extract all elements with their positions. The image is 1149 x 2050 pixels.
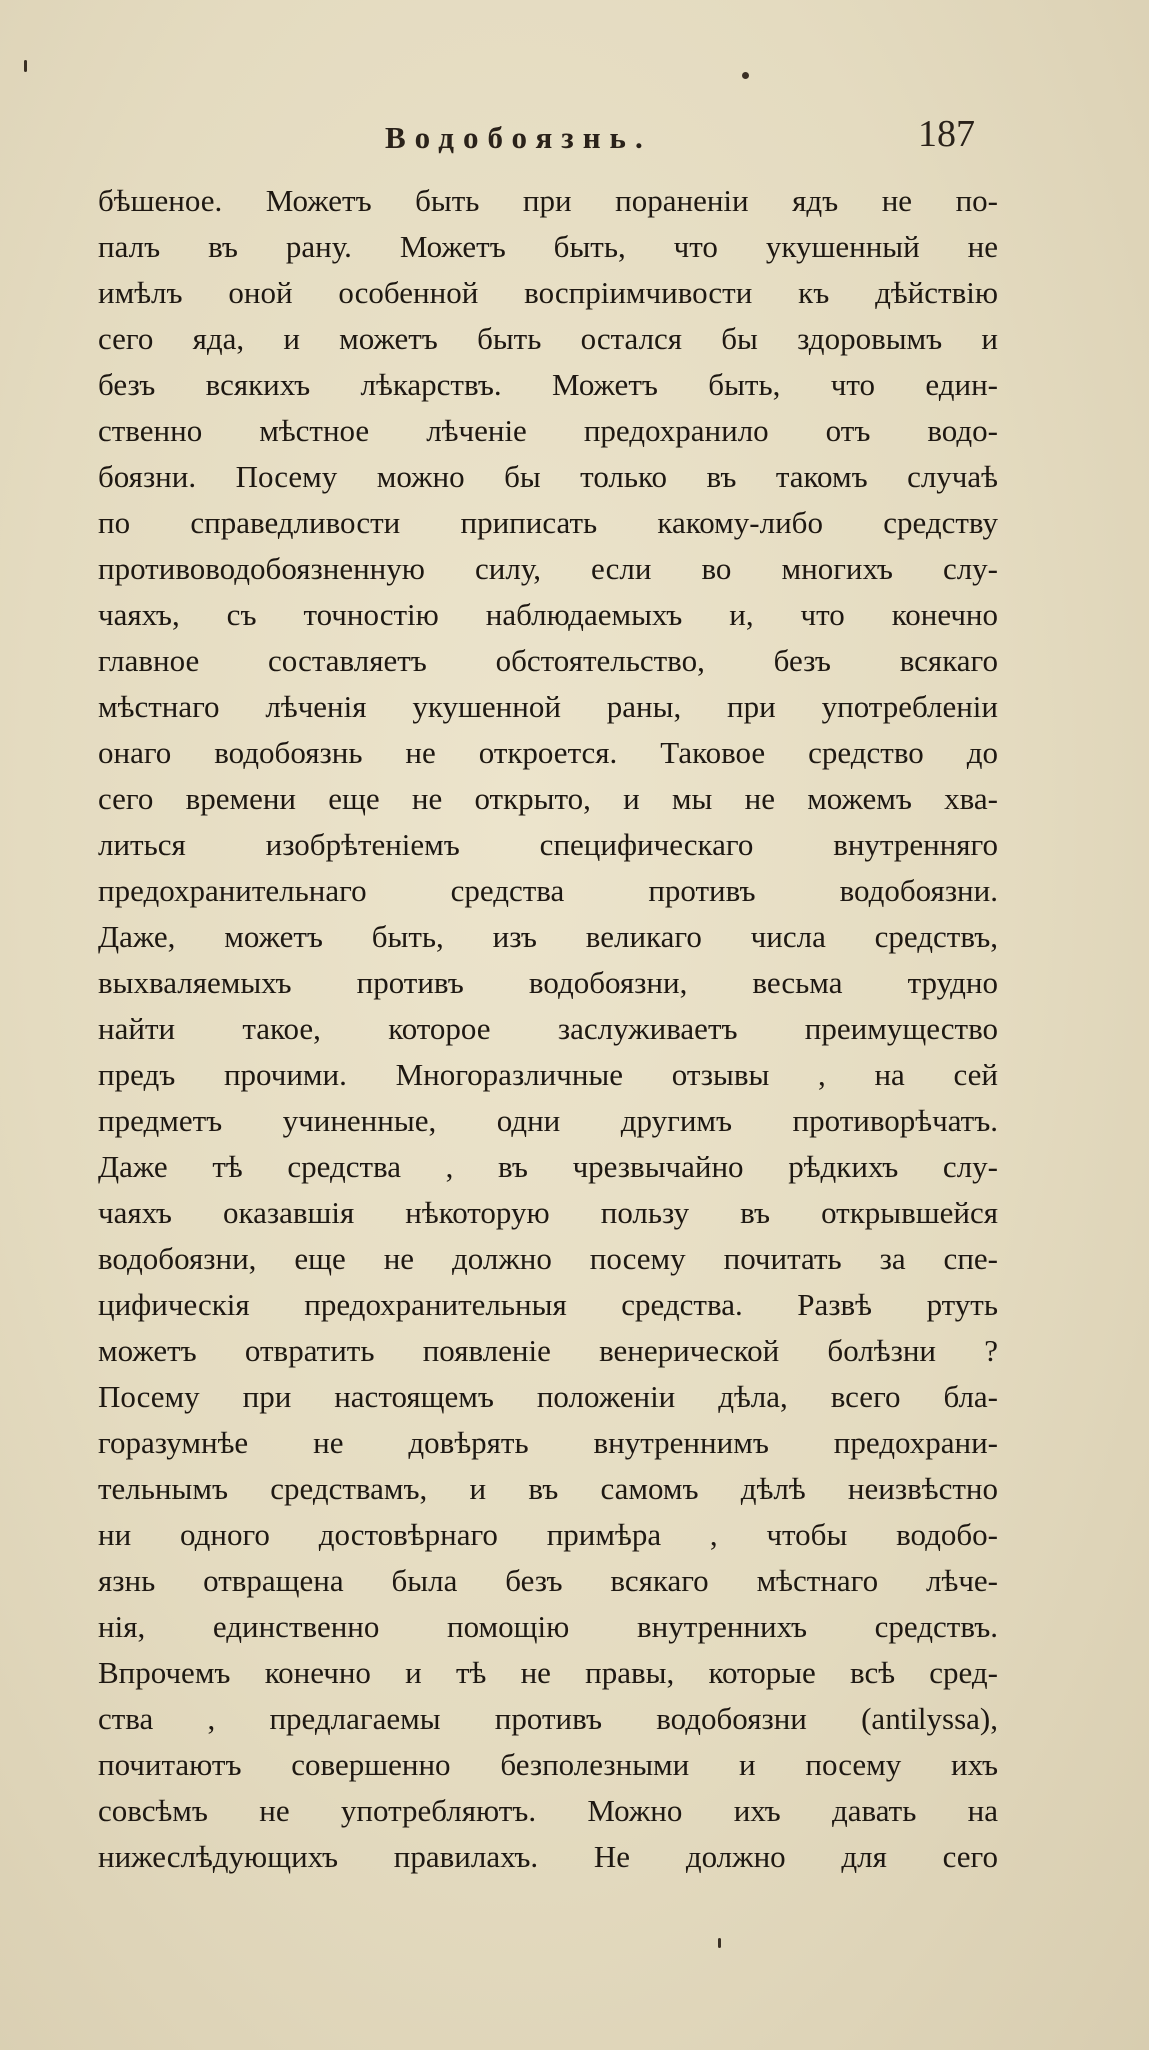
text-line: противоводобоязненную силу, если во многихъ слу- [98,551,998,586]
text-line: водобоязни, еще не должно посему почитать за спе- [98,1241,998,1276]
running-title: Водобоязнь. [385,120,652,155]
text-line: тельнымъ средствамъ, и въ самомъ дѣлѣ неизвѣстно [98,1471,998,1506]
text-line: можетъ отвратить появленіе венерической болѣзни ? [98,1333,998,1368]
text-line: Впрочемъ конечно и тѣ не правы, которые всѣ сред- [98,1655,998,1690]
text-line: выхваляемыхъ противъ водобоязни, весьма трудно [98,965,998,1000]
text-line: предъ прочими. Многоразличные отзывы , на сей [98,1057,998,1092]
text-line: боязни. Посему можно бы только въ такомъ случаѣ [98,459,998,494]
text-line: ственно мѣстное лѣченіе предохранило отъ водо- [98,413,998,448]
text-line: ства , предлагаемы противъ водобоязни (antilyssa), [98,1701,998,1736]
ink-speck [718,1938,721,1948]
page-header [0,112,1149,172]
text-line: язнь отвращена была безъ всякаго мѣстнаго лѣче- [98,1563,998,1598]
text-line: главное составляетъ обстоятельство, безъ всякаго [98,643,998,678]
text-line: горазумнѣе не довѣрять внутреннимъ предохрани- [98,1425,998,1460]
page-number: 187 [918,113,975,155]
ink-speck [742,72,749,79]
body-text [98,178,998,1880]
text-line: безъ всякихъ лѣкарствъ. Можетъ быть, что един- [98,367,998,402]
text-line: цифическія предохранительныя средства. Развѣ ртуть [98,1287,998,1322]
text-line: чаяхъ оказавшія нѣкоторую пользу въ открывшейся [98,1195,998,1230]
text-line: мѣстнаго лѣченія укушенной раны, при употребленіи [98,689,998,724]
text-line: по справедливости приписать какому-либо средству [98,505,998,540]
text-line: Посему при настоящемъ положеніи дѣла, всего бла- [98,1379,998,1414]
text-line: совсѣмъ не употребляютъ. Можно ихъ давать на [98,1793,998,1828]
ink-speck [24,60,27,72]
text-line: чаяхъ, съ точностію наблюдаемыхъ и, что конечно [98,597,998,632]
text-line: ни одного достовѣрнаго примѣра , чтобы водобо- [98,1517,998,1552]
text-line: палъ въ рану. Можетъ быть, что укушенный не [98,229,998,264]
text-line: найти такое, которое заслуживаетъ преимущество [98,1011,998,1046]
text-line: онаго водобоязнь не откроется. Таковое средство до [98,735,998,770]
text-line: Даже тѣ средства , въ чрезвычайно рѣдкихъ слу- [98,1149,998,1184]
text-line: сего времени еще не открыто, и мы не можемъ хва- [98,781,998,816]
text-line: предохранительнаго средства противъ водобоязни. [98,873,998,908]
text-line: литься изобрѣтеніемъ специфическаго внутренняго [98,827,998,862]
text-line: сего яда, и можетъ быть остался бы здоровымъ и [98,321,998,356]
text-line: почитаютъ совершенно безполезными и посему ихъ [98,1747,998,1782]
text-line: бѣшеное. Можетъ быть при пораненіи ядъ не по- [98,183,998,218]
text-line: предметъ учиненные, одни другимъ противорѣчатъ. [98,1103,998,1138]
text-line: нія, единственно помощію внутреннихъ средствъ. [98,1609,998,1644]
text-line: имѣлъ оной особенной воспріимчивости къ дѣйствію [98,275,998,310]
text-line: Даже, можетъ быть, изъ великаго числа средствъ, [98,919,998,954]
text-line: нижеслѣдующихъ правилахъ. Не должно для сего [98,1839,998,1874]
